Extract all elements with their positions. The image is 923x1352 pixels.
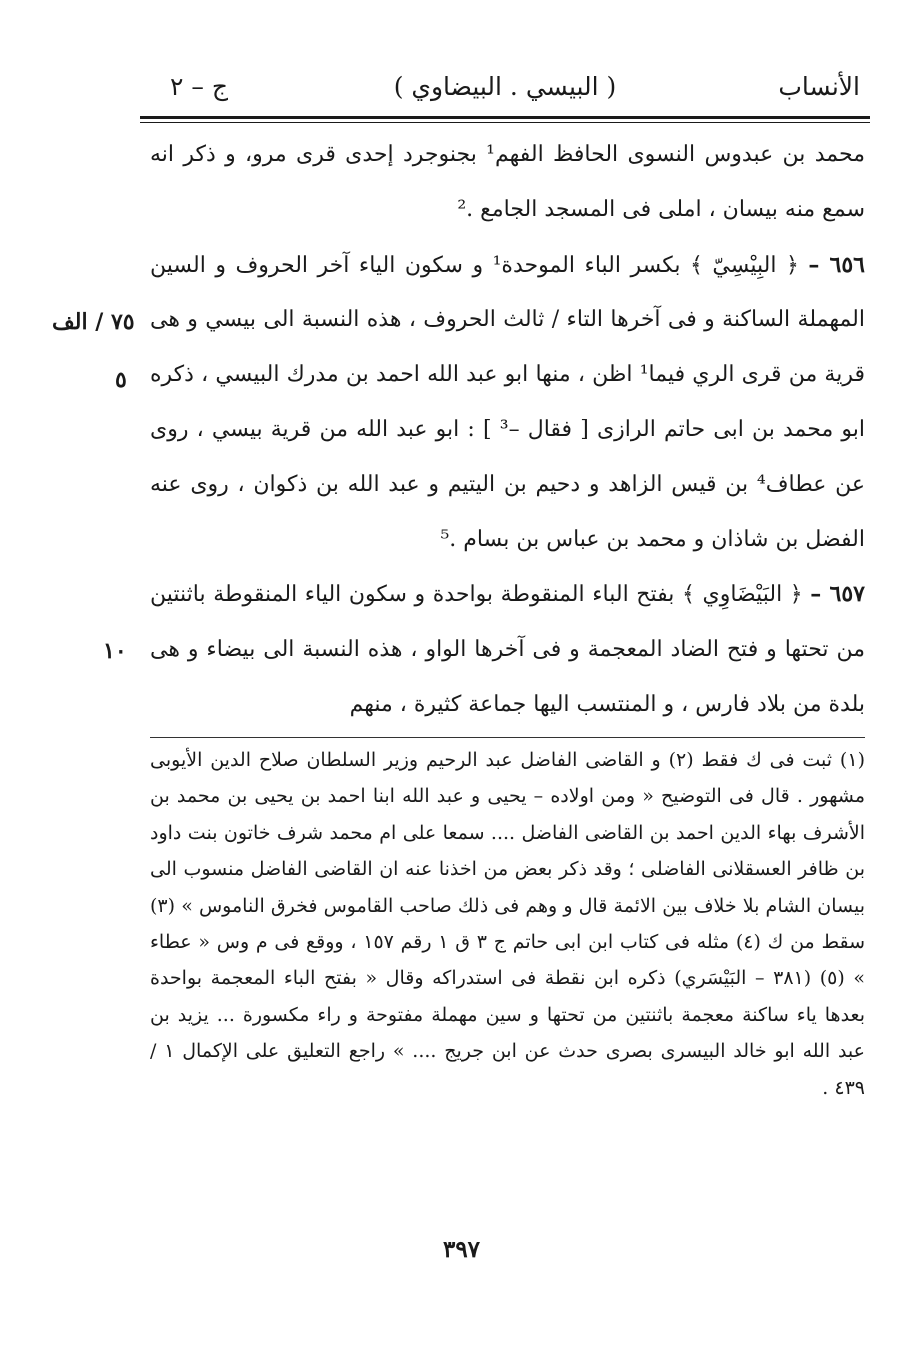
header-section-title: ( البيسي . البيضاوي ) [393,72,617,101]
main-text [150,128,865,733]
margin-line-number-5: ٥ [115,367,127,393]
paragraph-continuation: محمد بن عبدوس النسوى الحافظ الفهم¹ بجنوجرد إحدى قرى مرو، و ذكر انه سمع منه بيسان ، املى فى المسجد الجامع .² [150,142,865,222]
header-rule-thick [140,116,870,119]
page-number: ٣٩٧ [442,1236,481,1263]
entry-657 [150,567,865,732]
header-rule-thin [140,122,870,123]
entry-656-text: ﴿ البِيْسِيّ ﴾ بكسر الباء الموحدة¹ و سكون الياء آخر الحروف و السين المهملة الساكنة و فى آخرها التاء / ثالث الحروف ، هذه النسبة الى بيسي و هى قرية من قرى الري فيما¹ اظن ، منها ابو عبد الله احمد بن مدرك البيسي ، ذكره ابو محمد بن ابى حاتم الرازى [ فقال –³ ] : ابو عبد الله من قرية بيسي ، روى عن عطاف⁴ بن قيس الزاهد و دحيم بن اليتيم و عبد الله بن ذكوان ، روى عنه الفضل بن شاذان و محمد بن عباس بن بسام .⁵ [150,252,865,552]
footnotes-text: (١) ثبت فى ك فقط (٢) و القاضى الفاضل عبد الرحيم وزير السلطان صلاح الدين الأيوبى مشهور . قال فى التوضيح « ومن اولاده – يحيى و عبد الله ابنا احمد بن يحيى بن محمد بن الأشرف بهاء الدين احمد بن القاضى الفاضل .... سمعا على ام محمد شرف خاتون بنت داود بن ظافر العسقلانى الفاضلى ؛ وقد ذكر بعض من اخذنا عنه ان القاضى الفاضل منسوب الى بيسان الشام بلا خلاف بين الائمة قال و وهم فى ذلك صاحب القاموس فخرق الناموس » (٣) سقط من ك (٤) مثله فى كتاب ابن ابى حاتم ج ٣ ق ١ رقم ١٥٧ ، ووقع فى م وس « عطاء » (٥) (٣٨١ – البَيْسَري) ذكره ابن نقطة فى استدراكه وقال « بفتح الباء المعجمة بواحدة بعدها ياء ساكنة معجمة باثنتين من تحتها و سين مهملة مفتوحة و راء مكسورة ... يزيد بن عبد الله ابو خالد البيسرى بصرى حدث عن ابن جريج .... » راجع التعليق على الإكمال ١ / ٤٣٩ . [150,749,866,1099]
running-header [150,72,860,108]
entry-657-text: ﴿ البَيْضَاوِي ﴾ بفتح الباء المنقوطة بواحدة و سكون الياء المنقوطة باثنتين من تحتها و فتح الضاد المعجمة و فى آخرها الواو ، هذه النسبة الى بيضاء و هى بلدة من بلاد فارس ، و المنتسب اليها جماعة كثيرة ، منهم [150,582,865,717]
footnote-separator [150,737,865,738]
entry-657-number: ٦٥٧ – [810,581,865,608]
entry-656-number: ٦٥٦ – [808,251,865,278]
entry-656 [150,238,865,568]
header-book-title: الأنساب [778,72,860,101]
header-volume: ج – ٢ [170,72,228,101]
footnotes [150,742,865,1106]
margin-line-number-10: ١٠ [103,638,127,664]
margin-folio-marker: ٧٥ / الف [52,309,135,335]
